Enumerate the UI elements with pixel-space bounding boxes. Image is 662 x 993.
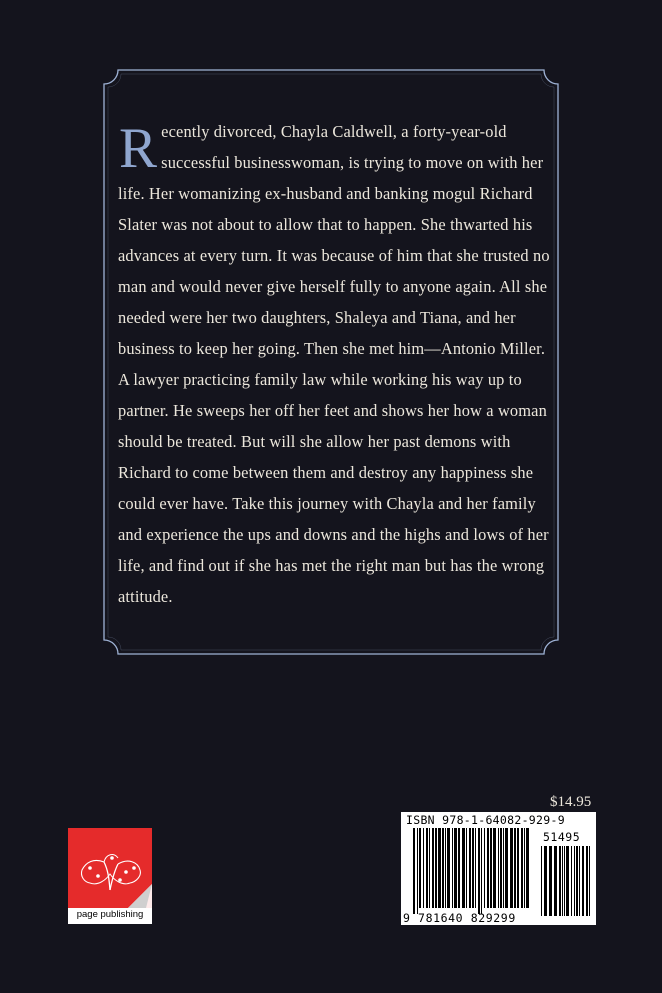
barcode-bar <box>462 828 465 908</box>
barcode-bar <box>564 846 565 916</box>
barcode-bar <box>562 846 563 916</box>
barcode-bar <box>574 846 575 916</box>
barcode-bar <box>438 828 441 908</box>
barcode-bar <box>517 828 519 908</box>
barcode-bar <box>413 828 415 914</box>
barcode-bar <box>484 828 485 908</box>
barcode-bar <box>452 828 453 908</box>
barcode-bar <box>576 846 578 916</box>
barcode-bar <box>458 828 460 908</box>
barcode-bar <box>566 846 569 916</box>
barcode-bar <box>514 828 516 908</box>
barcode-bar <box>423 828 424 908</box>
barcode-bar <box>521 828 523 908</box>
barcode-bar <box>429 828 430 908</box>
barcode-bar <box>579 846 580 916</box>
tree-icon <box>68 828 152 908</box>
barcode-bar <box>493 828 496 908</box>
barcode-ean-digits: 9 781640 829299 <box>403 911 516 925</box>
barcode-bar <box>524 828 525 908</box>
barcode-bar <box>447 828 450 908</box>
publisher-logo <box>68 828 152 924</box>
barcode-bar <box>475 828 476 908</box>
barcode-bar <box>432 828 434 908</box>
barcode-bar <box>417 828 418 914</box>
barcode-bar <box>589 846 590 916</box>
barcode-bar <box>510 828 513 908</box>
barcode-bar <box>478 828 480 914</box>
barcode-bar <box>472 828 474 908</box>
barcode-bar <box>500 828 502 908</box>
barcode-bar <box>481 828 482 914</box>
isbn-barcode <box>401 812 596 925</box>
barcode-addon-digits: 51495 <box>543 830 581 844</box>
barcode-bar <box>582 846 584 916</box>
barcode-bar <box>466 828 467 908</box>
logo-red-panel <box>68 828 152 908</box>
barcode-bar <box>559 846 561 916</box>
barcode-bar <box>426 828 428 908</box>
barcode-bar <box>541 846 542 916</box>
barcode-bar <box>571 846 572 916</box>
barcode-bar <box>487 828 489 908</box>
barcode-bar <box>549 846 552 916</box>
barcode-bar <box>445 828 446 908</box>
barcode-bar <box>526 828 529 908</box>
barcode-bar <box>419 828 421 908</box>
isbn-label: ISBN 978-1-64082-929-9 <box>406 813 565 827</box>
barcode-bar <box>498 828 499 908</box>
barcode-bar <box>454 828 457 908</box>
drop-cap-letter: R <box>119 117 158 180</box>
barcode-bar <box>586 846 588 916</box>
barcode-bar <box>503 828 504 908</box>
barcode-bar <box>435 828 437 908</box>
barcode-bar <box>469 828 471 908</box>
publisher-name: page publishing <box>76 909 144 920</box>
barcode-bar <box>505 828 508 908</box>
barcode-bar <box>554 846 557 916</box>
barcode-bar <box>442 828 444 908</box>
blurb-text: ecently divorced, Chayla Caldwell, a forty-year-old successful businesswoman, is trying to move on with her life. Her womanizing ex-husband and banking mogul Richard Slater was not about to allow that to happen. She thwarted his advances at every turn. It was because of him that she trusted no man and would never give herself fully to anyone again. All she needed were her two daughters, Shaleya and Tiana, and her business to keep her going. Then she met him—Antonio Miller. A lawyer practicing family law while working his way up to partner. He sweeps her off her feet and shows her how a woman should be treated. But will she allow her past demons with Richard to come between them and destroy any happiness she could ever have. Take this journey with Chayla and her family and experience the ups and downs and the highs and lows of her life, and find out if she has met the right man but has the wrong attitude. <box>118 122 550 606</box>
barcode-bar <box>490 828 492 908</box>
barcode-bar <box>544 846 547 916</box>
barcode-bars <box>401 812 596 925</box>
back-cover-blurb <box>118 116 558 612</box>
price-label: $14.95 <box>550 794 592 810</box>
